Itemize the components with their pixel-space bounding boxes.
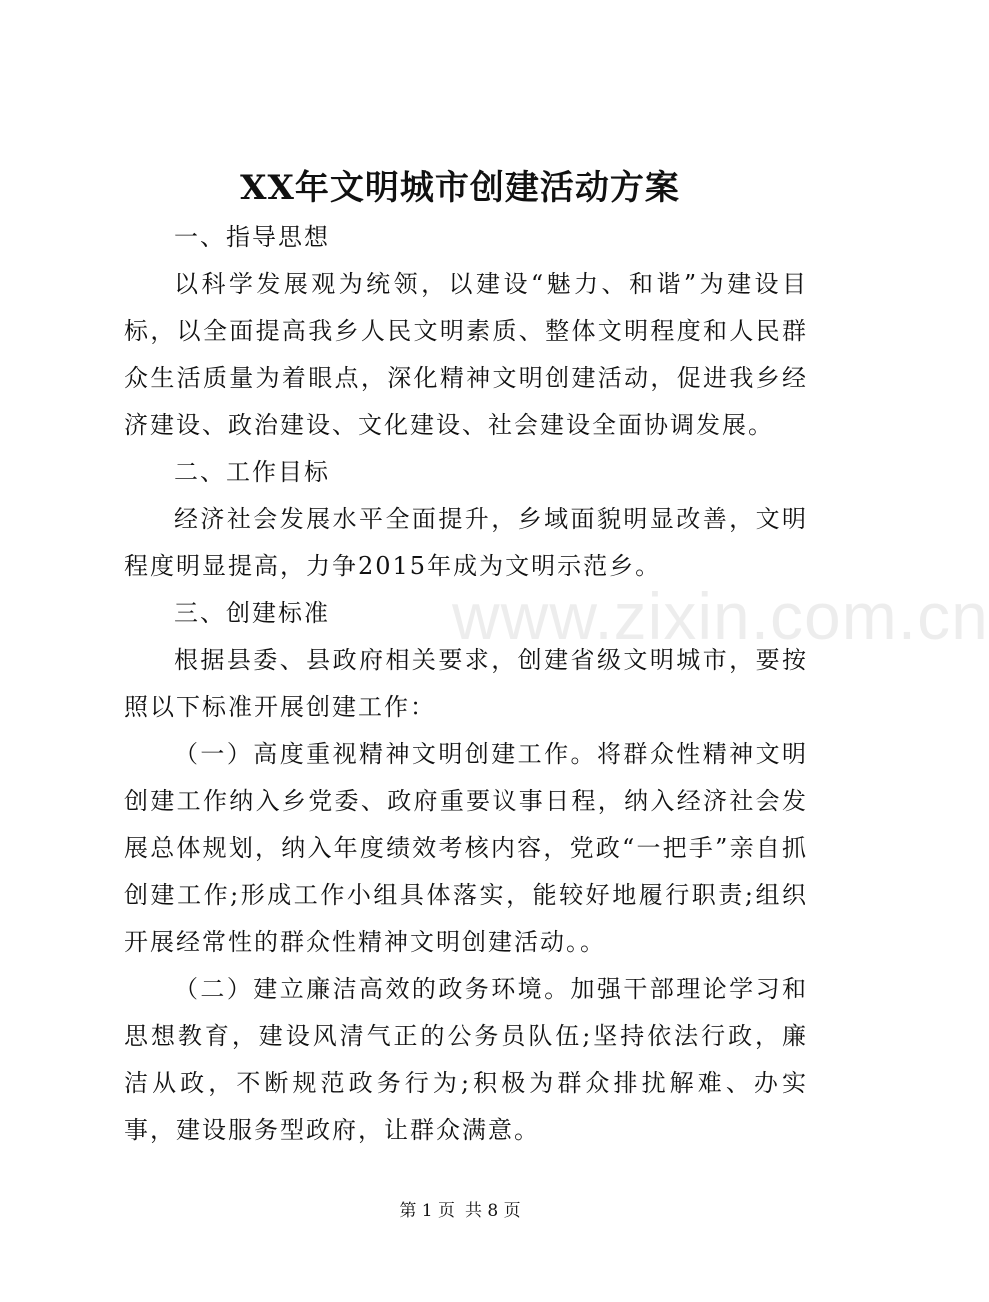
paragraph-work-goals: 经济社会发展水平全面提升，乡域面貌明显改善，文明程度明显提高，力争2015年成为文明示范乡。 xyxy=(124,505,808,580)
page-number: 第 1 页 xyxy=(399,1201,455,1221)
page-total: 共 8 页 xyxy=(465,1201,521,1221)
paragraph-standard-1: （一）高度重视精神文明创建工作。将群众性精神文明创建工作纳入乡党委、政府重要议事日程，纳入经济社会发展总体规划，纳入年度绩效考核内容，党政“一把手”亲自抓创建工作;形成工作小组具体落实，能较好地履行职责;组织开展经常性的群众性精神文明创建活动。。 xyxy=(124,740,808,956)
section-heading-work-goals: 二、工作目标 xyxy=(174,458,330,486)
paragraph-standard-2: （二）建立廉洁高效的政务环境。加强干部理论学习和思想教育，建设风清气正的公务员队伍;坚持依法行政，廉洁从政，不断规范政务行为;积极为群众排扰解难、办实事，建设服务型政府，让群众满意。 xyxy=(124,975,808,1144)
paragraph-guiding-ideology: 以科学发展观为统领，以建设“魅力、和谐”为建设目标，以全面提高我乡人民文明素质、整体文明程度和人民群众生活质量为着眼点，深化精神文明创建活动，促进我乡经济建设、政治建设、文化建设、社会建设全面协调发展。 xyxy=(124,270,808,439)
document-title: XX年文明城市创建活动方案 xyxy=(240,168,680,208)
section-heading-standards: 三、创建标准 xyxy=(174,599,330,627)
section-heading-guiding-ideology: 一、指导思想 xyxy=(174,223,330,251)
watermark: www.zixin.com.cn xyxy=(452,579,989,653)
paragraph-standards-intro: 根据县委、县政府相关要求，创建省级文明城市，要按照以下标准开展创建工作： xyxy=(124,646,808,721)
document-body xyxy=(124,214,808,1154)
page-footer xyxy=(0,1198,920,1224)
